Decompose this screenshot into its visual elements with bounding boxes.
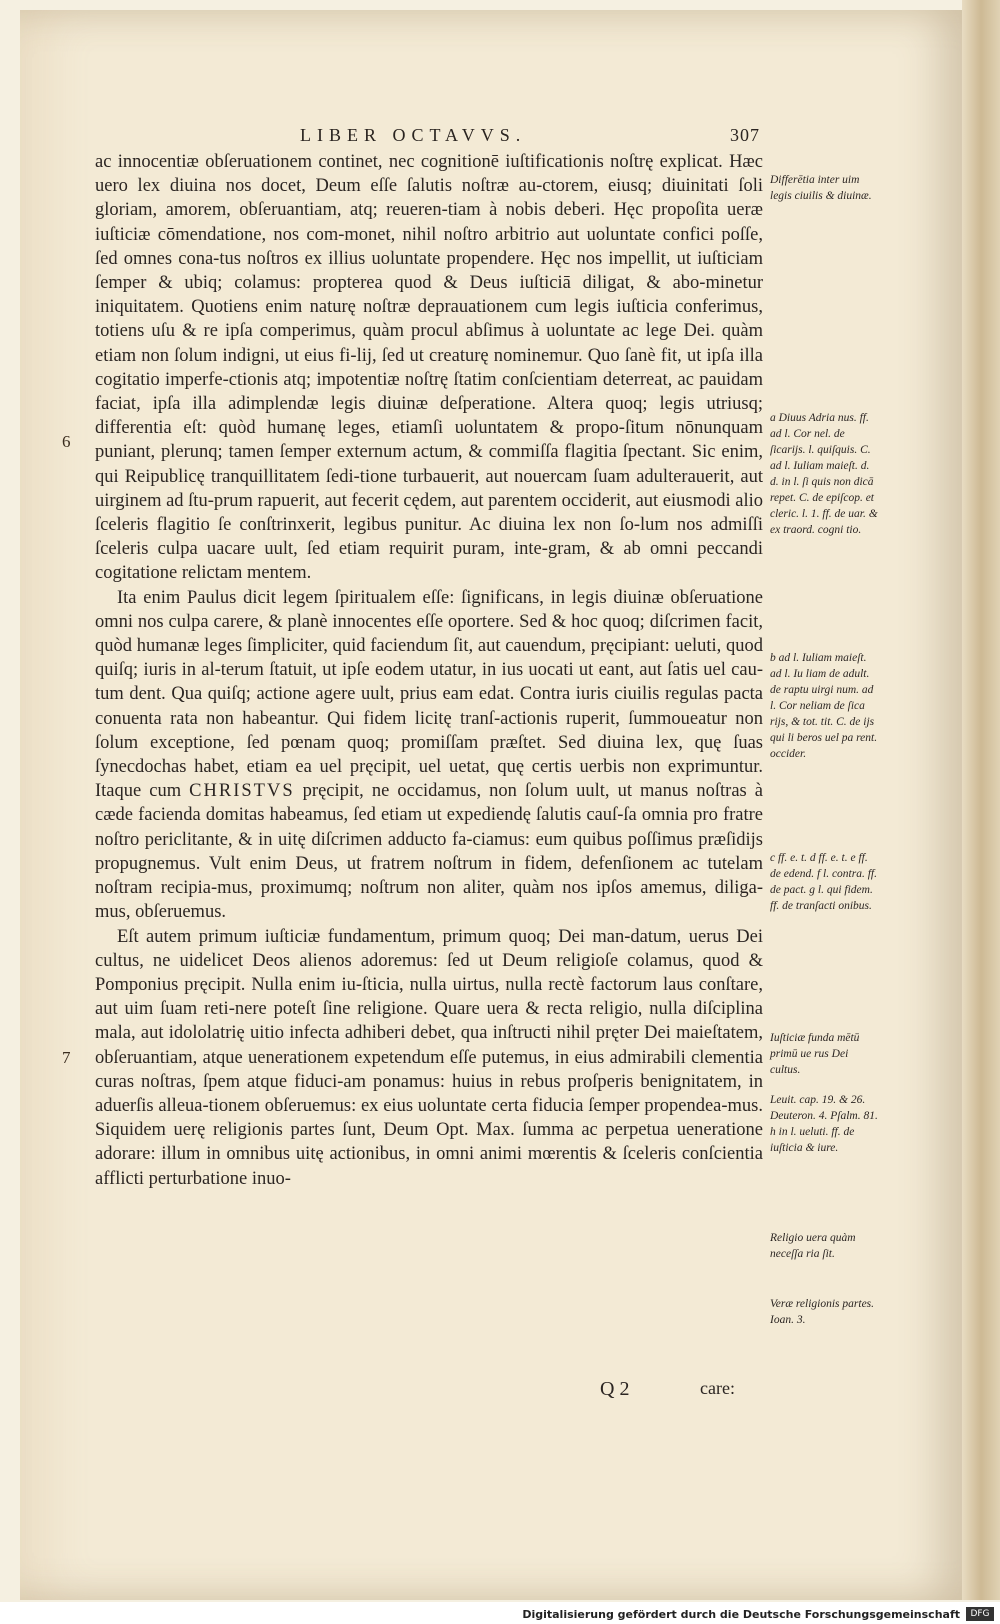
dfg-logo-icon: DFG <box>966 1607 994 1621</box>
main-text-block <box>95 150 763 1191</box>
signature-mark: Q 2 <box>600 1378 630 1400</box>
catchword: care: <box>700 1378 735 1398</box>
paragraph-2-text: Ita enim Paulus dicit legem ſpiritualem eſſe: ſignificans, in legis diuinæ obſeruatione omni nos culpa carere, & planè innocentes eſſe oportere. Sed & hoc quoq; diſcrimen facit, quòd humanæ leges ſimpliciter, quid faciendum ſit, aut cauendum, pręcipiant: ueluti, quod quiſq; iuris in al-terum ſtatuit, ut ipſe eodem utatur, in ius uocati ut eant, aut ſatis uel cau-tum dent. Qua quiſq; actione agere uult, prius eam edat. Contra iuris ciuilis regulas pacta conuenta rata non habeantur. Qui fidem licitę tranſ-actionis ruperit, ſummoueatur non ſolum exceptione, ſed pœnam quoq; promiſſam præſtet. Sed diuina lex, quę ſuas ſynecdochas habet, etiam ea uel pręcipit, uel uetat, quę certis uerbis non exprimuntur. Itaque cum <box>95 587 763 802</box>
christus-smallcaps: CHRISTVS <box>189 781 295 802</box>
marginal-note-b: b ad l. Iuliam maieſt. ad l. Iu liam de adult. de raptu uirgi num. ad l. Cor neliam de ſica rijs, & tot. tit. C. de ijs qui li beros uel pa rent. occider. <box>770 652 878 760</box>
footer-credit: Digitalisierung gefördert durch die Deutsche Forschungsgemeinschaft <box>522 1608 960 1621</box>
marginal-note-a: a Diuus Adria nus. ff. ad l. Cor nel. de ſicarijs. l. quiſquis. C. ad l. Iuliam maieſt. d. d. in l. ſi quis non dicā repet. C. de epiſcop. et cleric. l. 1. ff. de uar. & ex traord. cogni tio. <box>770 412 878 536</box>
footer-bar <box>0 1602 1000 1624</box>
paragraph-2-continued: pręcipit, ne occidamus, non ſolum uult, ut manus noſtras à cæde facienda domitas habeamus, ſed etiam ut expediendę ſalutis cauſ-ſa omnia pro fratre noſtro periclitante, & in uitę diſcrimen adducto fa-ciamus: eum quibus poſſimus præſidijs propugnemus. Vult enim Deus, ut fratrem noſtrum in fidem, defenſionem ac tutelam noſtram recipia-mus, proximumq; noſtrum non aliter, quàm nos ipſos amemus, diliga-mus, obſeruemus. <box>95 781 763 923</box>
margin-number-6: 6 <box>62 432 71 451</box>
paragraph-3: Eſt autem primum iuſticiæ fundamentum, primum quoq; Dei man-datum, uerus Dei cultus, ne uidelicet Deos alienos adoremus: ſed ut Deum religioſe colamus, quod & Pomponius pręcipit. Nulla enim iu-ſticia, nulla uirtus, nulla rectè factorum laus conſtare, aut uim ſuam reti-nere poteſt ſine religione. Quare uera & recta religio, nulla diſciplina mala, aut idololatrię uitio infecta adhiberi debet, qua inſtructi nihil pręter Dei maieſtatem, obſeruantiam, atque uenerationem expetendum eſſe putemus, in eius admirabili clementia curas noſtras, ſpem atque fiduci-am ponamus: huius in rebus proſperis benignitatem, in aduerſis alleua-tionem obſeruemus: ex eius uoluntate certa fiducia ſemper propendea-mus. Siquidem uerę religionis partes ſunt, Deum Opt. Max. ſumma ac perpetua ueneratione adorare: illum in omnibus uitę actionibus, in omni animi mœrentis & ſceleris conſcientia afflicti perturbatione inuo- <box>95 926 763 1189</box>
paragraph-2 <box>95 586 763 925</box>
marginal-note-leuit: Leuit. cap. 19. & 26. Deuteron. 4. Pſalm. 81. h in l. ueluti. ff. de iuſticia & iure. <box>770 1094 878 1154</box>
paragraph-1: ac innocentiæ obſeruationem continet, nec cognitionē iuſtificationis noſtrę explicat. Hæc uero lex diuina nos docet, Deum eſſe ſalutis noſtræ au-ctorem, eiusq; diuinitati ſoli gloriam, amorem, obſeruantiam, atq; reueren-tiam à nobis deberi. Hęc propoſita ueræ iuſticiæ cōmendatione, nos com-monet, nihil noſtro arbitrio aut uoluntate confici poſſe, ſed omnes cona-tus noſtros ex illius uoluntate propendere. Hęc nos impellit, ut iuſticiam ſemper & ubiq; colamus: propterea quod & Deus iuſticiā diligat, & abo-minetur iniquitatem. Quotiens enim naturę noſtræ deprauationem cum legis iuſticia conferimus, totiens uſu & re ipſa comperimus, quàm procul abſimus à uoluntate ac lege Dei. quàm etiam non ſolum indigni, ut eius fi-lij, ſed ut creaturę nominemur. Quo ſanè fit, ut ipſa illa cogitatio imperfe-ctionis atq; impotentiæ noſtrę ſtatim conſcientiam deterreat, ac pauidam faciat, ipſa illa adimplendæ legis diuinæ deſperatione. Altera quoq; legis utriusq; differentia eſt: quòd humanę leges, etiamſi uoluntatem & propo-ſitum nōnunquam puniant, plerunq; tamen ſemper externum actum, & commiſſa flagitia ſpectant. Sic enim, qui Reipublicę tranquillitatem ſedi-tione turbauerit, aut nouercam ſuam adulterauerit, aut uirginem ad ſtu-prum rapuerit, aut fecerit cędem, aut parentem occiderit, aut eiusmodi alio ſceleris flagitio ſe conſtrinxerit, legibus punitur. Ac diuina lex non ſo-lum nos admiſſi ſceleris culpa uacare uult, ſed etiam requirit puram, inte-gram, & ab omni peccandi cogitatione relictam mentem. <box>95 152 763 584</box>
marginal-note-c-g: c ff. e. t. d ff. e. t. e ff. de edend. f l. contra. ff. de pact. g l. qui fidem. ff. de tranſacti onibus. <box>770 852 877 912</box>
marginal-note-fundamentum: Iuſticiæ funda mētū primū ue rus Dei cultus. <box>770 1032 860 1076</box>
margin-number-7: 7 <box>62 1048 71 1067</box>
marginal-note-differentia: Differētia inter uim legis ciuilis & diuinæ. <box>770 174 872 202</box>
running-header <box>300 125 760 146</box>
marginal-note-partes: Veræ religionis partes. Ioan. 3. <box>770 1298 875 1326</box>
running-title: LIBER OCTAVVS. <box>300 125 527 145</box>
marginal-note-religio: Religio uera quàm neceſſa ria ſit. <box>770 1232 856 1260</box>
page-number: 307 <box>730 125 760 145</box>
book-spine <box>962 0 1000 1600</box>
